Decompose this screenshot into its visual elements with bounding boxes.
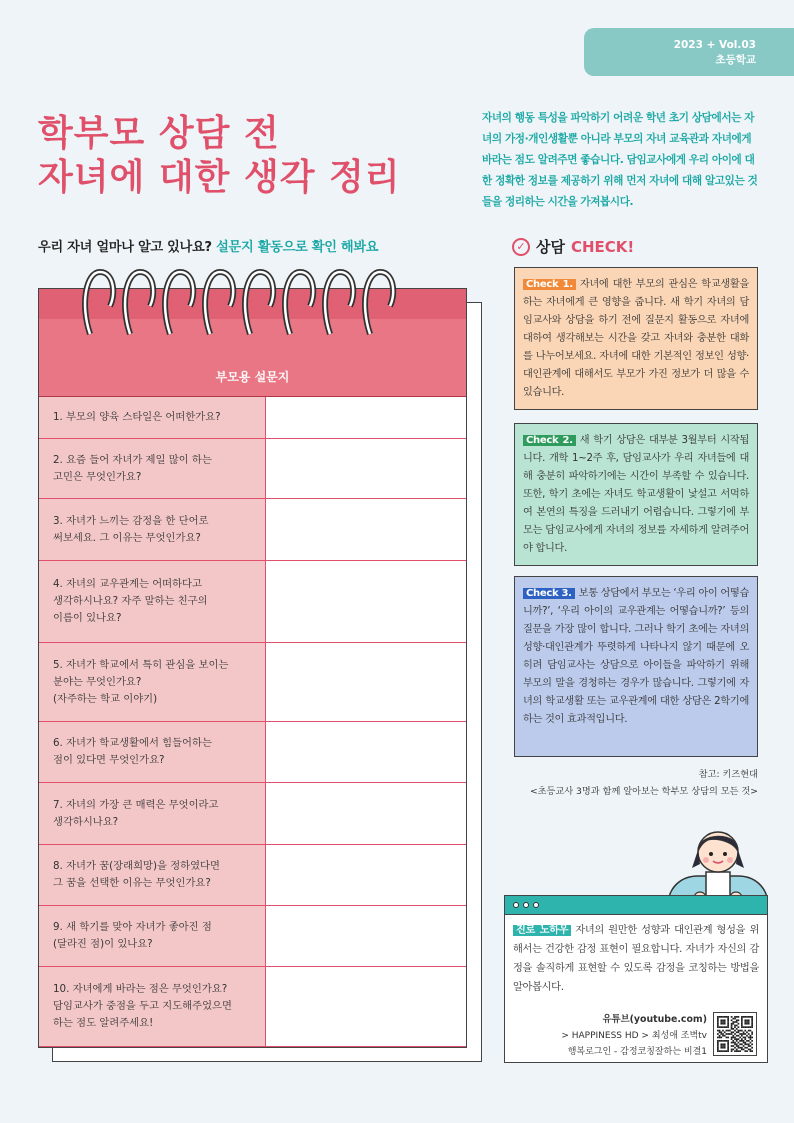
- title-line-1: 학부모 상담 전: [38, 113, 280, 154]
- question-cell: [39, 561, 266, 642]
- question-text: 7. 자녀의 가장 큰 매력은 무엇이라고 생각하시나요?: [53, 798, 219, 828]
- survey-heading: [38, 236, 378, 255]
- question-text: 2. 요즘 들어 자녀가 제일 많이 하는 고민은 무엇인가요?: [53, 453, 212, 483]
- question-row: [39, 561, 466, 643]
- check-text: 새 학기 상담은 대부분 3월부터 시작됩니다. 개학 1~2주 후, 담임교사가 우리 자녀들에 대해 충분히 파악하기에는 시간이 부족할 수 있습니다. 또한, 학기 초에는 자녀도 학교생활이 낯설고 서먹하여 본연의 특징을 드러내기 어렵습니다. 그렇기에 부모는 담임교사에게 자녀의 정보를 자세하게 알려주어야 합니다.: [523, 435, 749, 554]
- tip-window-titlebar: [505, 896, 767, 915]
- answer-field[interactable]: [266, 906, 466, 966]
- check-tag: Check 2.: [523, 435, 576, 446]
- question-cell: [39, 783, 266, 844]
- check-tag: Check 3.: [523, 588, 575, 599]
- question-cell: [39, 967, 266, 1046]
- answer-field[interactable]: [266, 722, 466, 782]
- survey-heading-accent: 설문지 활동으로 확인 해봐요: [216, 240, 379, 255]
- tip-window: [504, 895, 768, 1063]
- question-text: 9. 새 학기를 맞아 자녀가 좋아진 점 (달라진 점)이 있나요?: [53, 921, 212, 950]
- issue-section: 초등학교: [715, 54, 756, 66]
- window-dot-icon: [523, 902, 529, 908]
- question-row: [39, 722, 466, 783]
- question-cell: [39, 845, 266, 905]
- check-box-3: [514, 576, 758, 757]
- girl-illustration-icon: [668, 824, 768, 904]
- question-cell: [39, 722, 266, 782]
- question-row: [39, 499, 466, 561]
- qr-code-icon[interactable]: [713, 1012, 757, 1056]
- check-title-prefix: 상담: [536, 238, 565, 256]
- check-text: 자녀에 대한 부모의 관심은 학교생활을 하는 자녀에게 큰 영향을 줍니다. 새 학기 자녀의 담임교사와 상담을 하기 전에 질문지 활동으로 자녀에 대하여 생각해보는 시간을 갖고 자녀와 충분한 대화를 나누어보세요. 자녀에 대한 기본적인 정보인 성향·대인관계에 대해서도 부모가 가진 정보가 더 많을 수 있습니다.: [523, 279, 749, 398]
- question-row: [39, 783, 466, 845]
- question-cell: [39, 397, 266, 438]
- answer-field[interactable]: [266, 397, 466, 438]
- answer-field[interactable]: [266, 967, 466, 1046]
- question-text: 10. 자녀에게 바라는 점은 무엇인가요? 담임교사가 중점을 두고 지도해주었으면 하는 점도 알려주세요!: [53, 983, 232, 1029]
- reference-line-1: 참고: 키즈현대: [698, 769, 758, 780]
- question-row: [39, 397, 466, 439]
- question-row: [39, 967, 466, 1047]
- question-text: 8. 자녀가 꿈(장래희망)을 정하였다면 그 꿈을 선택한 이유는 무엇인가요?: [53, 860, 220, 889]
- tip-body: [505, 915, 767, 997]
- answer-field[interactable]: [266, 499, 466, 560]
- question-row: [39, 845, 466, 906]
- question-list: [39, 397, 466, 1047]
- check-text: 보통 상담에서 부모는 ‘우리 아이 어떻습니까?’, ‘우리 아이의 교우관계는 어떻습니까?’ 등의 질문을 가장 많이 합니다. 그러나 학기 초에는 자녀의 성향·대인관계가 뚜렷하게 나타나지 않기 때문에 오히려 담임교사는 상담으로 아이들을 파악하기 위해 부모의 말을 경청하는 경우가 많습니다. 그렇기에 자녀의 학교생활 또는 교우관계에 대한 상담은 2학기에 하는 것이 효과적입니다.: [523, 588, 749, 725]
- check-box-2: [514, 423, 758, 566]
- question-cell: [39, 499, 266, 560]
- survey-heading-text: 우리 자녀 얼마나 알고 있나요?: [38, 240, 212, 255]
- answer-field[interactable]: [266, 439, 466, 498]
- question-text: 1. 부모의 양육 스타일은 어떠한가요?: [53, 411, 221, 423]
- intro-text: 자녀의 행동 특성을 파악하기 어려운 학년 초기 상담에서는 자녀의 가정·개인생활뿐 아니라 부모의 자녀 교육관과 자녀에게 바라는 점도 알려주면 좋습니다. 담임교사에게 우리 아이에 대한 정확한 정보를 제공하기 위해 먼저 자녀에 대해 알고있는 것들을 정리하는 시간을 가져봅시다.: [482, 112, 758, 208]
- check-tag: Check 1.: [523, 279, 576, 290]
- youtube-reference: [513, 1012, 707, 1060]
- youtube-video: 행복로그인 - 감정코칭잘하는 비결1: [567, 1047, 707, 1057]
- check-title: [512, 236, 634, 257]
- check-box-1: [514, 267, 758, 410]
- page-title: [38, 112, 401, 200]
- check-circle-icon: ✓: [512, 238, 530, 256]
- question-text: 4. 자녀의 교우관계는 어떠하다고 생각하시나요? 자주 말하는 친구의 이름이 있나요?: [53, 578, 208, 624]
- spiral-binding-icon: [82, 264, 412, 344]
- window-dot-icon: [513, 902, 519, 908]
- window-dot-icon: [533, 902, 539, 908]
- issue-volume: 2023 + Vol.03: [673, 39, 756, 51]
- answer-field[interactable]: [266, 845, 466, 905]
- issue-tab: [584, 28, 794, 76]
- tip-tag: 진로 노하우: [513, 925, 571, 936]
- question-text: 3. 자녀가 느끼는 감정을 한 단어로 써보세요. 그 이유는 무엇인가요?: [53, 514, 209, 544]
- reference-line-2: <초등교사 3명과 함께 알아보는 학부모 상담의 모든 것>: [529, 786, 758, 797]
- survey-notepad: [38, 288, 467, 1048]
- question-row: [39, 439, 466, 499]
- youtube-path: > HAPPINESS HD > 최성애 조벽tv: [561, 1031, 707, 1041]
- check-title-accent: CHECK!: [570, 237, 635, 256]
- survey-title: 부모용 설문지: [215, 370, 290, 384]
- youtube-title: 유튜브(youtube.com): [602, 1014, 707, 1025]
- question-cell: [39, 643, 266, 721]
- question-text: 5. 자녀가 학교에서 특히 관심을 보이는 분야는 무엇인가요? (자주하는 학교 이야기): [53, 658, 229, 705]
- question-row: [39, 906, 466, 967]
- answer-field[interactable]: [266, 783, 466, 844]
- question-cell: [39, 439, 266, 498]
- tip-text: 자녀의 원만한 성향과 대인관계 형성을 위해서는 건강한 감정 표현이 필요합니다. 자녀가 자신의 감정을 솔직하게 표현할 수 있도록 감정을 코칭하는 방법을 알아봅시다.: [513, 925, 759, 993]
- question-cell: [39, 906, 266, 966]
- answer-field[interactable]: [266, 643, 466, 721]
- title-line-2: 자녀에 대한 생각 정리: [38, 157, 401, 198]
- question-row: [39, 643, 466, 722]
- question-text: 6. 자녀가 학교생활에서 힘들어하는 점이 있다면 무엇인가요?: [53, 737, 212, 766]
- answer-field[interactable]: [266, 561, 466, 642]
- reference: [530, 766, 758, 800]
